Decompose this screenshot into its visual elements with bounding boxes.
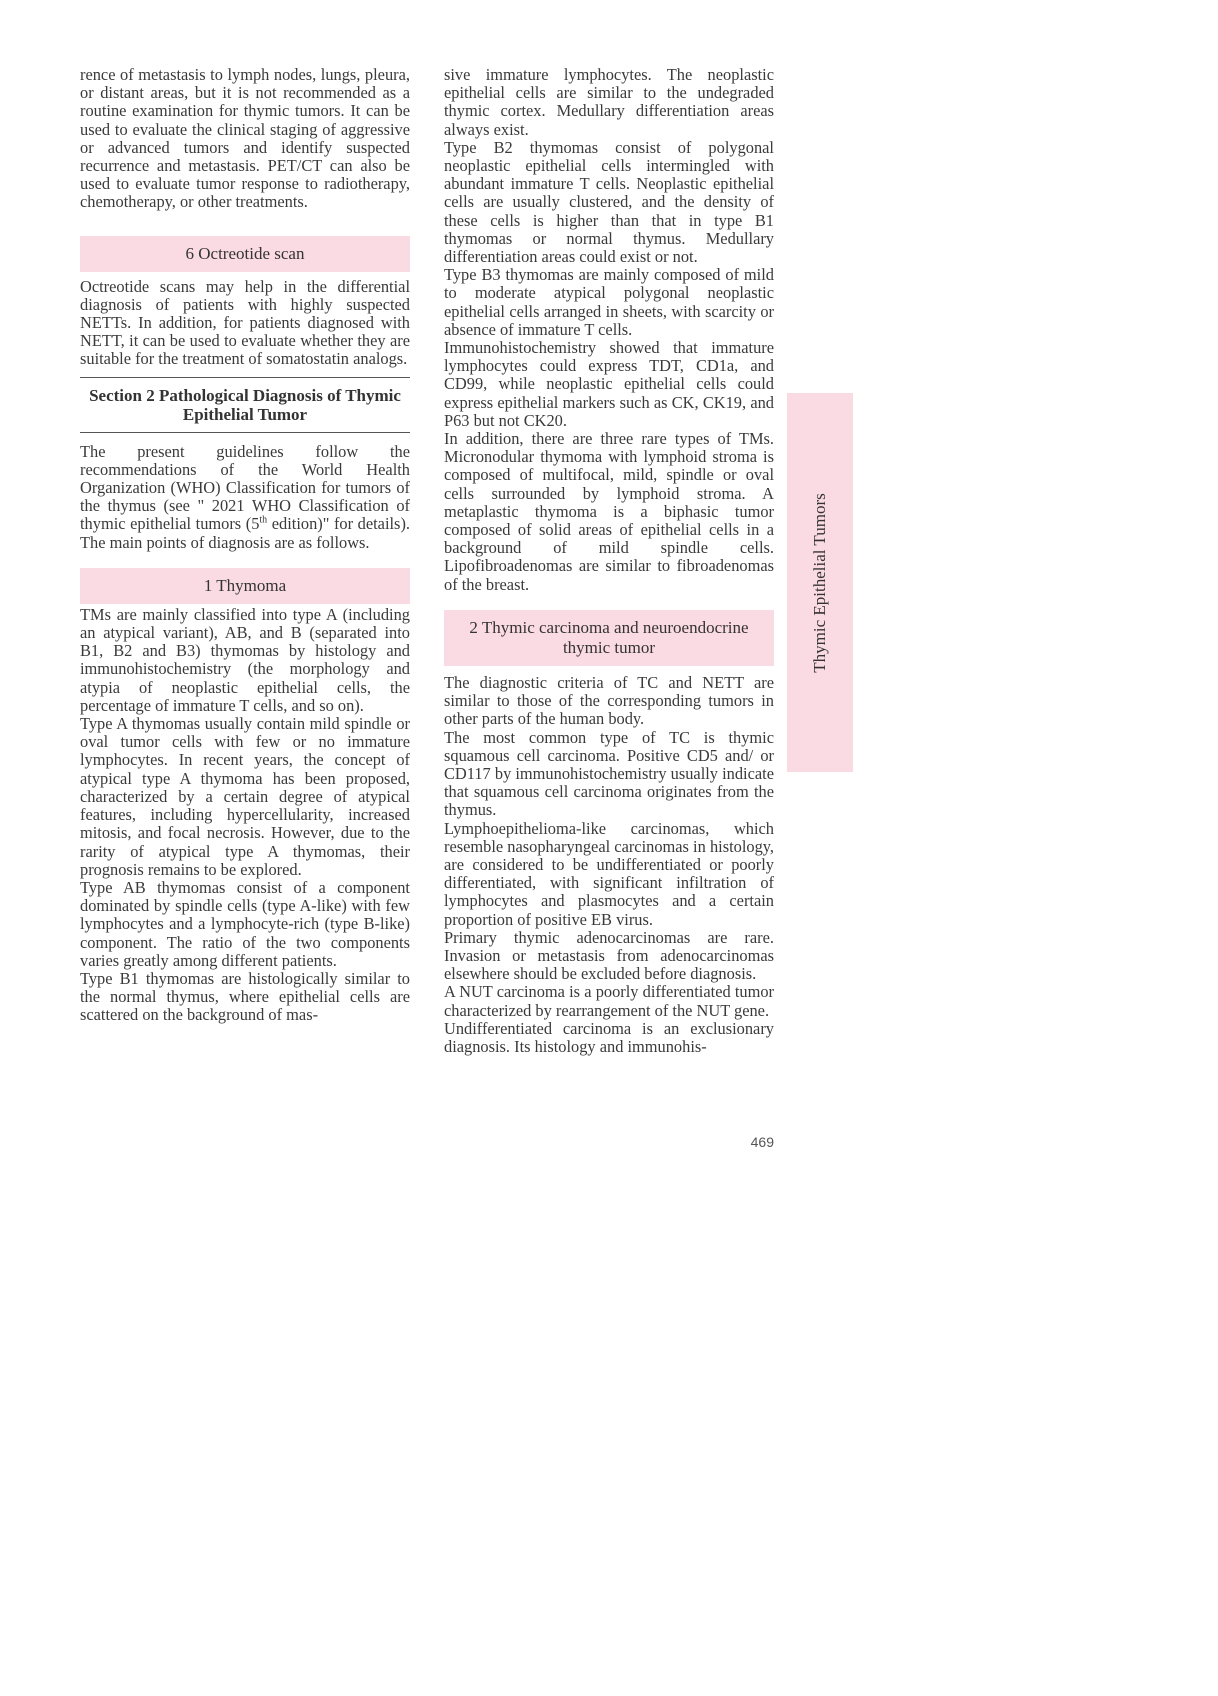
superscript-th: th bbox=[259, 514, 268, 526]
paragraph-b1-continued: sive immature lymphocytes. The neoplastic epithelial cells are similar to the undegraded thymic cortex. Medullary differentiation areas always exist. bbox=[444, 65, 774, 139]
section-heading-pathological-diagnosis: Section 2 Pathological Diagnosis of Thymic Epithelial Tumor bbox=[80, 377, 410, 433]
paragraph-type-b1: Type B1 thymomas are histologically similar to the normal thymus, where epithelial cells are scattered on the background of mas- bbox=[80, 968, 410, 1025]
paragraph-type-ab: Type AB thymomas consist of a component dominated by spindle cells (type A-like) with few lymphocytes and a lymphocyte-rich (type B-like) component. The ratio of the two components varies greatly among different patients. bbox=[80, 877, 410, 970]
paragraph-lymphoepithelioma: Lymphoepithelioma-like carcinomas, which resemble nasopharyngeal carcinomas in histology, are considered to be undifferentiated or poorly differentiated, with significant infiltration of lymphocytes and plasmocytes and a certain proportion of positive EB virus. bbox=[444, 818, 774, 929]
paragraph-type-a: Type A thymomas usually contain mild spindle or oval tumor cells with few or no immature lymphocytes. In recent years, the concept of atypical type A thymoma has been proposed, characterized by a certain degree of atypical features, including hypercellularity, increased mitosis, and focal necrosis. However, due to the rarity of atypical type A thymomas, their prognosis remains to be explored. bbox=[80, 714, 410, 879]
guidelines-text-before: The present guidelines follow the recommendations of the World Health Organization (WHO) Classification for tumors of the thymus (see " 2021 WHO Classification of thymic epithelial tumors (5 bbox=[80, 441, 410, 534]
paragraph-diagnostic-criteria: The diagnostic criteria of TC and NETT are similar to those of the corresponding tumors in other parts of the human body. bbox=[444, 672, 774, 729]
paragraph-tms-classification: TMs are mainly classified into type A (including an atypical variant), AB, and B (separated into B1, B2 and B3) thymomas by histology and immunohistochemistry (the morphology and atypia of neoplastic epithelial cells, the percentage of immature T cells, and so on). bbox=[80, 604, 410, 715]
paragraph-undifferentiated: Undifferentiated carcinoma is an exclusionary diagnosis. Its histology and immunohis- bbox=[444, 1018, 774, 1056]
chapter-sidebar-tab bbox=[787, 393, 853, 772]
paragraph-immunohistochemistry: Immunohistochemistry showed that immature lymphocytes could express TDT, CD1a, and CD99, while neoplastic epithelial cells could express epithelial markers such as CK, CK19, and P63 but not CK20. bbox=[444, 338, 774, 430]
page-number: 469 bbox=[750, 1134, 774, 1150]
paragraph-octreotide: Octreotide scans may help in the differential diagnosis of patients with highly suspected NETTs. In addition, for patients diagnosed with NETT, it can be used to evaluate whether they are suitable for the treatment of somatostatin analogs. bbox=[80, 276, 410, 369]
paragraph-squamous: The most common type of TC is thymic squamous cell carcinoma. Positive CD5 and/ or CD117 by immunohistochemistry usually indicate that squamous cell carcinoma originates from the thymus. bbox=[444, 727, 774, 820]
paragraph-guidelines bbox=[80, 443, 410, 552]
paragraph-nut-carcinoma: A NUT carcinoma is a poorly differentiated tumor characterized by rearrangement of the NUT gene. bbox=[444, 982, 774, 1020]
heading-thymoma: 1 Thymoma bbox=[80, 568, 410, 604]
paragraph-rare-types: In addition, there are three rare types of TMs. Micronodular thymoma with lymphoid stroma is composed of multifocal, mild, spindle or oval cells surrounded by lymphoid stroma. A metaplastic thymoma is a biphasic tumor composed of solid areas of epithelial cells in a background of mild spindle cells. Lipofibroadenomas are similar to fibroadenomas of the breast. bbox=[444, 429, 774, 594]
paragraph-pet-ct: rence of metastasis to lymph nodes, lungs, pleura, or distant areas, but it is not recommended as a routine examination for thymic tumors. It can be used to evaluate the clinical staging of aggressive or advanced tumors and identify suspected recurrence and metastasis. PET/CT can also be used to evaluate tumor response to radiotherapy, chemotherapy, or other treatments. bbox=[80, 65, 410, 212]
chapter-sidebar-label: Thymic Epithelial Tumors bbox=[810, 492, 829, 673]
paragraph-type-b2: Type B2 thymomas consist of polygonal neoplastic epithelial cells intermingled with abundant immature T cells. Neoplastic epithelial cells are usually clustered, and the density of these cells is higher than that in type B1 thymomas or normal thymus. Medullary differentiation areas could exist or not. bbox=[444, 137, 774, 267]
left-column bbox=[80, 66, 410, 1025]
paragraph-type-b3: Type B3 thymomas are mainly composed of mild to moderate atypical polygonal neoplastic epithelial cells arranged in sheets, with scarcity or absence of immature T cells. bbox=[444, 265, 774, 339]
heading-thymic-carcinoma: 2 Thymic carcinoma and neuroendocrine thymic tumor bbox=[444, 610, 774, 666]
paragraph-adenocarcinoma: Primary thymic adenocarcinomas are rare. Invasion or metastasis from adenocarcinomas elsewhere should be excluded before diagnosis. bbox=[444, 927, 774, 984]
guidelines-text-after: edition)" for details). The main points of diagnosis are as follows. bbox=[80, 514, 410, 552]
heading-octreotide-scan: 6 Octreotide scan bbox=[80, 236, 410, 272]
right-column bbox=[444, 66, 774, 1056]
